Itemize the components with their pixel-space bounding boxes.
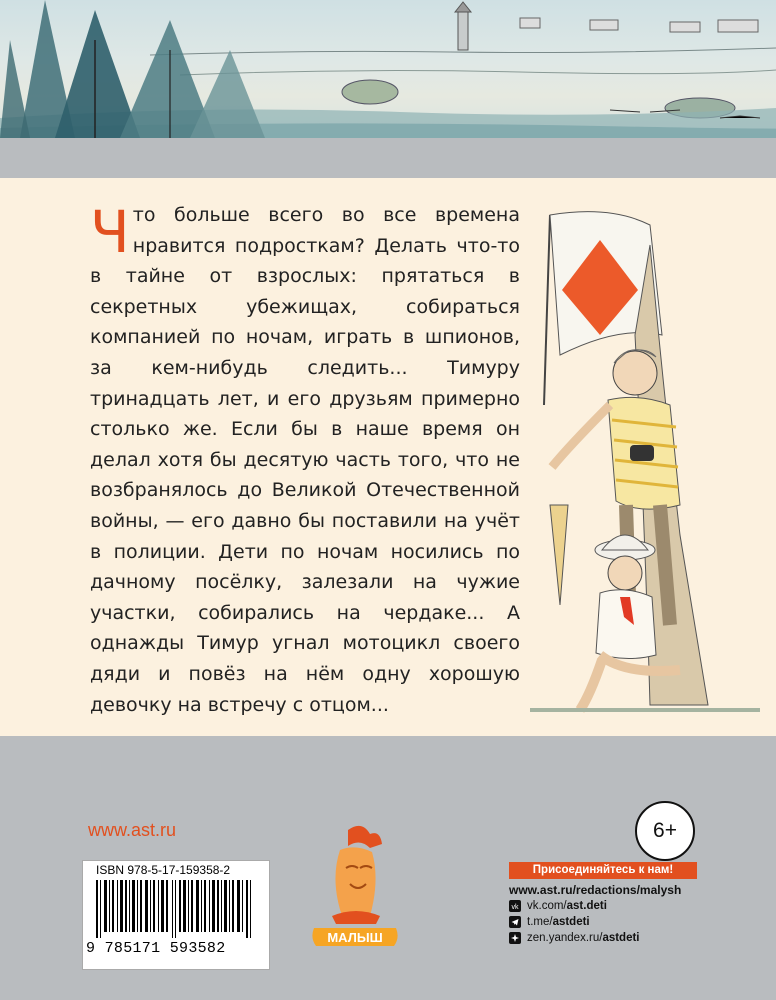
top-landscape-illustration (0, 0, 776, 138)
malysh-link[interactable]: www.ast.ru/redactions/malysh (509, 883, 682, 897)
social-link-zen[interactable] (509, 930, 640, 946)
social-prefix: t.me/ (527, 916, 553, 928)
malysh-logo (300, 820, 410, 970)
malysh-logo-text: МАЛЫШ (327, 930, 383, 945)
barcode-digits: 9 785171 593582 (86, 940, 226, 957)
social-prefix: vk.com/ (527, 900, 567, 912)
publisher-website[interactable]: www.ast.ru (88, 820, 177, 840)
book-blurb (90, 200, 520, 720)
telegram-icon (509, 916, 521, 928)
boys-with-flag-illustration (530, 205, 760, 725)
isbn-text: ISBN 978-5-17-159358-2 (96, 863, 231, 877)
svg-text:vk: vk (511, 904, 519, 911)
drop-cap: Ч (90, 198, 130, 266)
social-link-vk[interactable] (509, 898, 607, 914)
social-link-telegram[interactable] (509, 914, 590, 930)
join-banner: Присоединяйтесь к нам! (509, 862, 697, 879)
landscape-drawing (0, 0, 776, 138)
grey-band (0, 138, 776, 178)
age-rating-text: 6+ (653, 819, 677, 842)
social-prefix: zen.yandex.ru/ (527, 932, 603, 944)
zen-icon (509, 932, 521, 944)
social-handle: astdeti (602, 932, 640, 944)
social-handle: ast.deti (566, 900, 607, 912)
vk-icon (509, 900, 521, 912)
barcode (96, 880, 256, 938)
social-handle: astdeti (552, 916, 590, 928)
blurb-text: то больше всего во все времена нравится подросткам? Делать что-то в тайне от взрослых: прятаться в секретных убежищах, собираться компанией по ночам, играть в шпионов, за кем-нибудь следить... Тимуру тринадцать лет, и его друзьям примерно столько же. Если бы в наше время он делал хотя бы десятую часть того, что не возбранялось до Великой Отечественной войны, — его давно бы поставили на учёт в полиции. Дети по ночам носились по дачному посёлку, залезали на чужие участки, собирались на чердаке... А однажды Тимур угнал мотоцикл своего дяди и повёз на нём одну хорошую девочку на встречу с отцом... (90, 204, 520, 716)
